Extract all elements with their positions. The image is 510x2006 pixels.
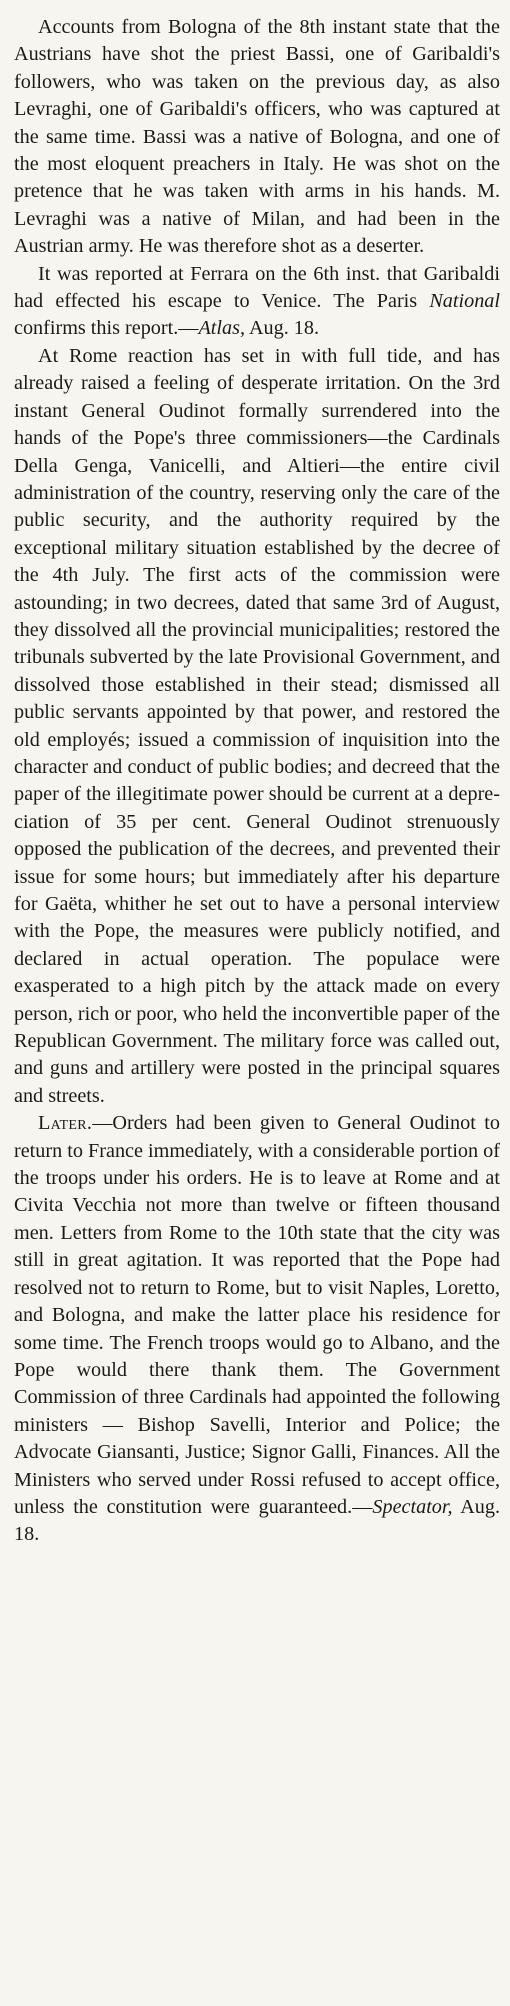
paragraph-text: —Orders had been given to General Oudinot to return to France immediately, with a considerable portion of the troops under his orders. He is to leave at Rome and at Civita Vecchia not more than twelve or fifteen thousand men. Letters from Rome to the 10th state that the city was still in great agitation. It was reported that the Pope had resolved not to return to Rome, but to visit Naples, Loretto, and Bologna, and make the latter place his residence for some time. The French troops would go to Albano, and the Pope would there thank them. The Government Commission of three Cardinals had appointed the following ministers — Bishop Savelli, Interior and Police; the Advocate Giansanti, Justice; Signor Galli, Finances. All the Ministers who served under Rossi refused to accept office, unless the constitution were guaranteed.— — [14, 1112, 500, 1518]
newspaper-name-national: National — [429, 290, 500, 313]
paragraph-text: At Rome reaction has set in with full tide, and has already raised a feeling of desperate irritation. On the 3rd instant General Oudinot formally surrendered into the hands of the Pope's three commissioners—the Cardinals Della Genga, Vanicelli, and Altieri—the entire civil administration of the country, reserving only the care of the public security, and the authority required by the exceptional military situation established by the decree of the 4th July. The first acts of the commission were astounding; in two decrees, dated that same 3rd of August, they dissolved all the provincial municipalities; restored the tribunals subverted by the late Provisional Government, and dissolved those established in their stead; dismissed all public servants appointed by that power, and restored the old employés; issued a commission of inquisition into the character and conduct of public bodies; and decreed that the paper of the illegitimate power should be current at a depreciation of 35 per cent. General Oudinot strenuously opposed the publication of the decrees, and prevented their issue for some hours; but immediately after his departure for Gaëta, whither he set out to have a personal interview with the Pope, the measures were publicly notified, and declared in actual operation. The populace were exasperated to a high pitch by the attack made on every person, rich or poor, who held the inconvertible paper of the Republican Government. The military force was called out, and guns and artillery were posted in the principal squares and streets. — [14, 344, 500, 1107]
paragraph-rome-reaction — [14, 343, 500, 1110]
source-date: Aug. 18. — [245, 317, 320, 340]
paragraph-lead-word: Later. — [38, 1112, 93, 1135]
paragraph-later-news — [14, 1110, 500, 1549]
paragraph-garibaldi-escape — [14, 261, 500, 343]
source-date: Aug. 18. — [14, 1495, 501, 1546]
newspaper-column — [14, 14, 500, 1549]
paragraph-text: Accounts from Bologna of the 8th instant state that the Austrians have shot the priest Bassi, one of Garibaldi's followers, who was taken on the previous day, as also Levraghi, one of Garibaldi's officers, who was captured at the same time. Bassi was a native of Bologna, and one of the most eloquent preachers in Italy. He was shot on the pretence that he was taken with arms in his hands. M. Levraghi was a native of Milan, and had been in the Austrian army. He was therefore shot as a deserter. — [14, 16, 500, 258]
paragraph-text: confirms this report.— — [14, 317, 199, 340]
source-spectator: Spectator, — [372, 1495, 453, 1518]
source-atlas: Atlas, — [198, 317, 246, 340]
paragraph-bologna-executions — [14, 14, 500, 261]
paragraph-text: It was reported at Ferrara on the 6th inst. that Garibaldi had effected his escape to Venice. The Paris — [14, 262, 500, 313]
